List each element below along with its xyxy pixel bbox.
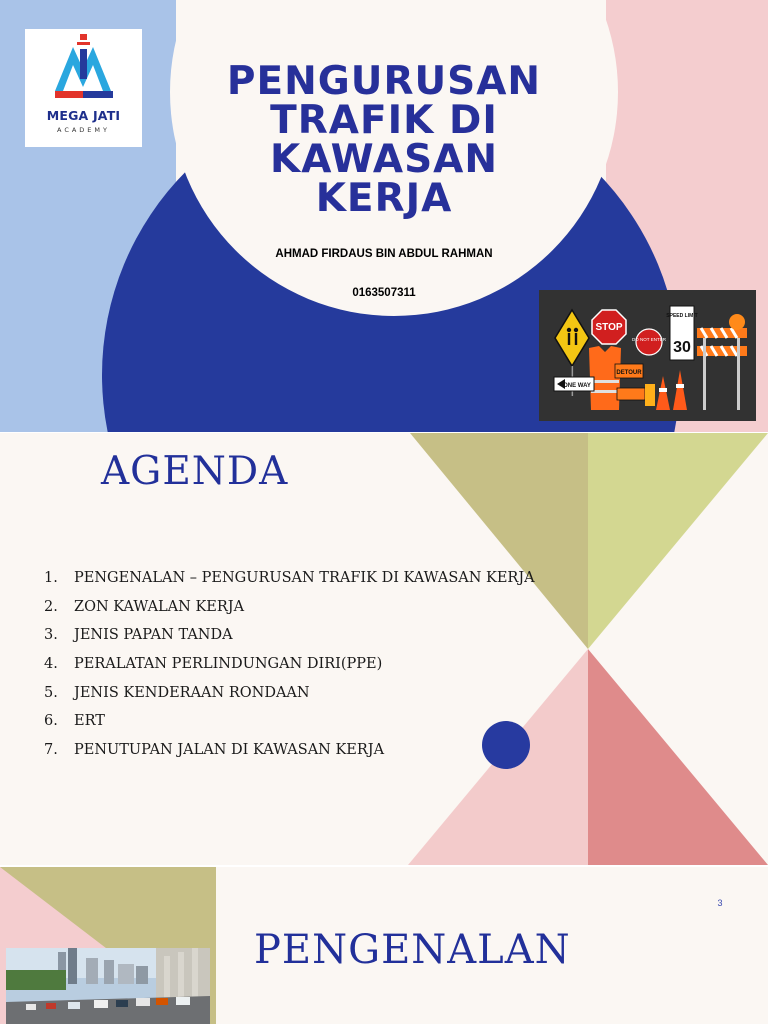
agenda-item <box>44 593 535 622</box>
mega-jati-logo-icon <box>25 29 142 109</box>
speed-limit-value: 30 <box>673 339 691 356</box>
agenda-item-text: JENIS KENDERAAN RONDAAN <box>74 684 310 701</box>
slide-pengenalan <box>0 867 768 1024</box>
do-not-enter-sign-icon <box>636 329 662 355</box>
agenda-item-text: JENIS PAPAN TANDA <box>74 627 233 644</box>
agenda-item <box>44 679 535 708</box>
agenda-item <box>44 564 535 593</box>
author-name: AHMAD FIRDAUS BIN ABDUL RAHMAN <box>275 248 493 260</box>
agenda-item-text: ERT <box>74 713 105 730</box>
detour-text: DETOUR <box>616 370 642 376</box>
title-line: KERJA <box>315 176 453 221</box>
agenda-item-number: 3. <box>44 627 58 644</box>
agenda-item-number: 7. <box>44 742 58 759</box>
logo-subtitle: ACADEMY <box>56 126 110 134</box>
one-way-text: ONE WAY <box>563 383 591 389</box>
title-line: KAWASAN <box>269 137 498 182</box>
agenda-item <box>44 621 535 650</box>
light-olive-triangle-decoration <box>588 433 768 649</box>
traffic-signs-photo <box>539 290 756 421</box>
title-line: TRAFIK DI <box>270 98 498 143</box>
stop-sign-text: STOP <box>595 322 623 333</box>
mega-jati-logo <box>25 29 142 147</box>
page-number: 3 <box>717 898 723 908</box>
agenda-item <box>44 707 535 736</box>
slide-title <box>0 0 768 432</box>
agenda-item-number: 5. <box>44 684 58 701</box>
agenda-item-number: 4. <box>44 656 58 673</box>
title-line: PENGURUSAN <box>226 59 542 104</box>
agenda-item-number: 1. <box>44 570 58 586</box>
presentation-title <box>214 59 554 221</box>
logo-name: MEGA JATI <box>46 108 121 123</box>
agenda-item-text: PENUTUPAN JALAN DI KAWASAN KERJA <box>74 742 385 759</box>
pengenalan-heading: PENGENALAN <box>254 927 571 973</box>
highway-traffic-photo <box>6 948 210 1024</box>
agenda-item-number: 2. <box>44 598 58 615</box>
rose-triangle-decoration <box>588 649 768 865</box>
do-not-enter-text: DO NOT ENTER <box>632 337 666 342</box>
agenda-item <box>44 736 535 765</box>
slide-agenda <box>0 433 768 865</box>
agenda-item-text: PERALATAN PERLINDUNGAN DIRI(PPE) <box>74 656 383 673</box>
speed-limit-text: SPEED LIMIT <box>666 313 698 319</box>
phone-number: 0163507311 <box>352 287 416 299</box>
agenda-item <box>44 650 535 679</box>
agenda-heading: AGENDA <box>101 449 289 494</box>
agenda-list <box>44 564 535 765</box>
agenda-item-text: ZON KAWALAN KERJA <box>74 598 245 615</box>
agenda-item-text: PENGENALAN – PENGURUSAN TRAFIK DI KAWASAN KERJA <box>74 570 535 586</box>
agenda-item-number: 6. <box>44 713 58 730</box>
